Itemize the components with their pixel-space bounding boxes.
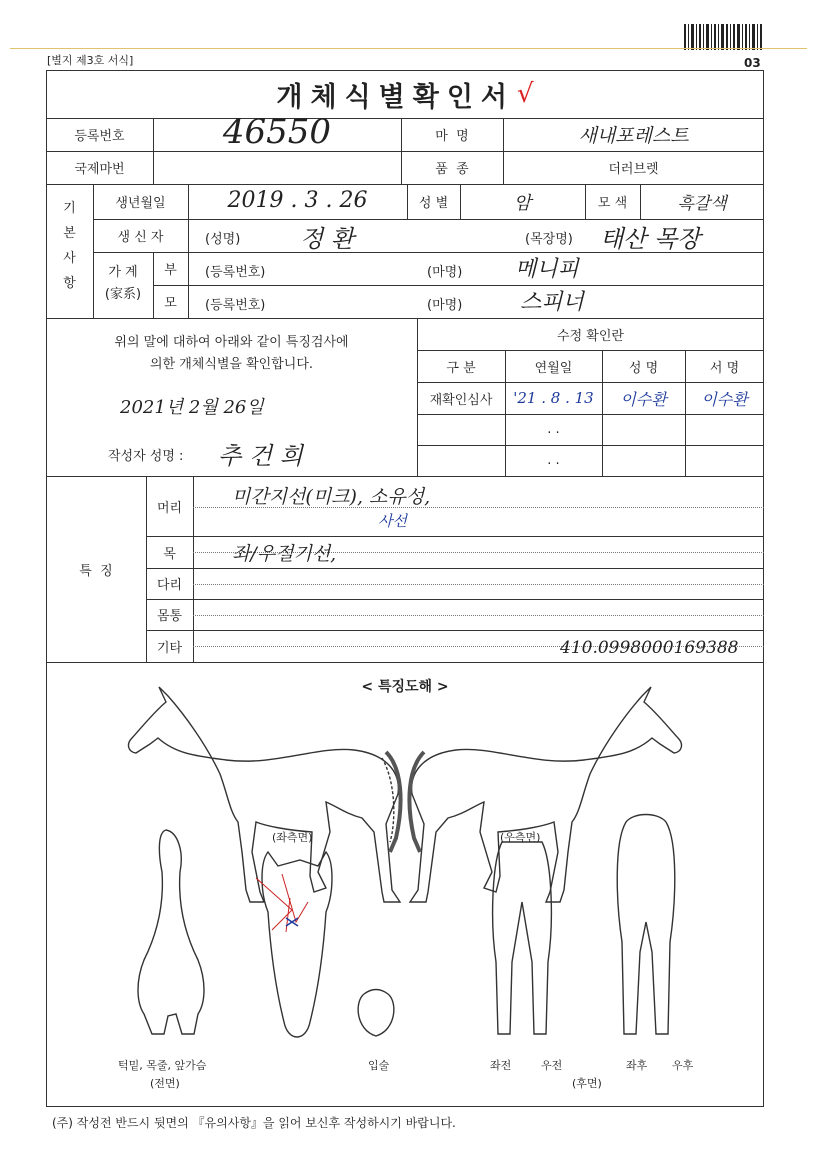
producer-name-value: 정 환 xyxy=(300,225,354,253)
legs-label: 다리 xyxy=(156,578,183,593)
right-side-label: (우측면) xyxy=(500,831,541,844)
horse-name-label: 마 명 xyxy=(435,129,469,144)
breed-value: 더러브렛 xyxy=(608,162,659,177)
dam-name-value: 스피너 xyxy=(520,290,584,315)
color-label: 모 색 xyxy=(597,196,628,211)
intl-no-label: 국제마번 xyxy=(74,162,125,177)
front-caption: 턱밑, 목줄, 앞가슴 xyxy=(118,1059,207,1072)
sire-name-value: 메니피 xyxy=(515,257,579,282)
rev-header-kind: 구 분 xyxy=(446,360,476,376)
chip-value: 410.0998000169388 xyxy=(560,638,739,658)
horse-diagram xyxy=(46,662,764,1107)
features-label: 특 징 xyxy=(79,563,113,579)
farm-label: (목장명) xyxy=(525,232,573,247)
body-label: 몸통 xyxy=(156,609,183,624)
marking-sketch xyxy=(256,874,308,932)
barcode xyxy=(684,24,762,50)
diagram-title: < 특징도해 > xyxy=(361,679,449,695)
lips-caption: 입술 xyxy=(368,1059,390,1072)
color-value: 흑갈색 xyxy=(677,194,727,214)
front-label: (전면) xyxy=(150,1077,180,1090)
reg-no-label: 등록번호 xyxy=(74,129,125,144)
page-title: 개체식별확인서 xyxy=(276,81,515,113)
hindquarters-figure xyxy=(617,815,675,1035)
hind-left-label: 좌후 xyxy=(626,1059,648,1072)
fore-right-label: 우전 xyxy=(541,1059,563,1072)
rev-row3-date: . . xyxy=(547,453,560,468)
horse-right-side-figure xyxy=(409,687,681,902)
check-mark: √ xyxy=(517,79,534,109)
fore-left-label: 좌전 xyxy=(490,1059,512,1072)
rev-row1-kind: 재확인심사 xyxy=(429,392,493,408)
left-side-label: (좌측면) xyxy=(272,831,313,844)
sire-label: 부 xyxy=(164,263,177,278)
page-number: 03 xyxy=(744,56,761,70)
sire-reg-label: (등록번호) xyxy=(205,265,266,280)
head-note: 사선 xyxy=(378,512,407,530)
dam-reg-label: (등록번호) xyxy=(205,298,266,313)
producer-label: 생 신 자 xyxy=(117,230,164,245)
throat-chest-figure xyxy=(138,830,204,1034)
revision-title: 수정 확인란 xyxy=(557,328,624,344)
birth-label: 생년월일 xyxy=(115,196,166,211)
statement: 위의 말에 대하여 아래와 같이 특징검사에 의한 개체식별을 확인합니다. xyxy=(114,335,349,372)
rev-header-sign: 서 명 xyxy=(709,360,740,376)
intl-no-value xyxy=(153,151,401,184)
head-value: 미간지선(미크), 소유성, xyxy=(232,486,431,508)
rev-header-date: 연월일 xyxy=(534,360,573,376)
sire-name-label: (마명) xyxy=(427,265,463,280)
sex-value: 암 xyxy=(513,192,532,214)
producer-name-label: (성명) xyxy=(205,232,241,247)
horse-left-side-figure xyxy=(129,687,401,902)
birth-value: 2019 . 3 . 26 xyxy=(227,188,368,213)
footnote: (주) 작성전 반드시 뒷면의 『유의사항』을 읽어 보신후 작성하시기 바랍니다. xyxy=(52,1116,456,1130)
pedigree-label: 가 계 (家系) xyxy=(104,265,142,302)
farm-value: 태산 목장 xyxy=(600,225,701,253)
confirm-date: 2021년 2월 26일 xyxy=(120,397,264,418)
author-value: 추 건 희 xyxy=(218,442,303,470)
rev-row1-date: '21 . 8 . 13 xyxy=(513,389,594,407)
dam-label: 모 xyxy=(164,296,177,311)
rev-header-name: 성 명 xyxy=(628,360,659,376)
rev-row1-sign: 이수환 xyxy=(701,389,748,409)
lips-figure xyxy=(358,990,394,1037)
forelegs-figure xyxy=(493,842,552,1034)
reg-no-value: 46550 xyxy=(222,112,332,152)
sex-label: 성 별 xyxy=(418,196,449,211)
form-label: [별지 제3호 서식] xyxy=(47,54,134,67)
rear-label: (후면) xyxy=(572,1077,602,1090)
title-row xyxy=(46,70,764,118)
header-rule xyxy=(10,48,807,49)
dam-name-label: (마명) xyxy=(427,298,463,313)
other-label: 기타 xyxy=(156,640,183,656)
basic-section-label: 기 본 사 항 xyxy=(63,201,76,291)
neck-label: 목 xyxy=(163,546,176,562)
head-label: 머리 xyxy=(156,500,183,516)
author-label: 작성자 성명 : xyxy=(108,449,184,464)
hind-right-label: 우후 xyxy=(672,1059,694,1072)
neck-value: 좌/우절기선, xyxy=(232,543,337,565)
rev-row2-date: . . xyxy=(547,422,560,437)
breed-label: 품 종 xyxy=(435,162,469,177)
rev-row1-name: 이수환 xyxy=(620,389,667,409)
horse-name-value: 새내포레스트 xyxy=(578,125,689,147)
